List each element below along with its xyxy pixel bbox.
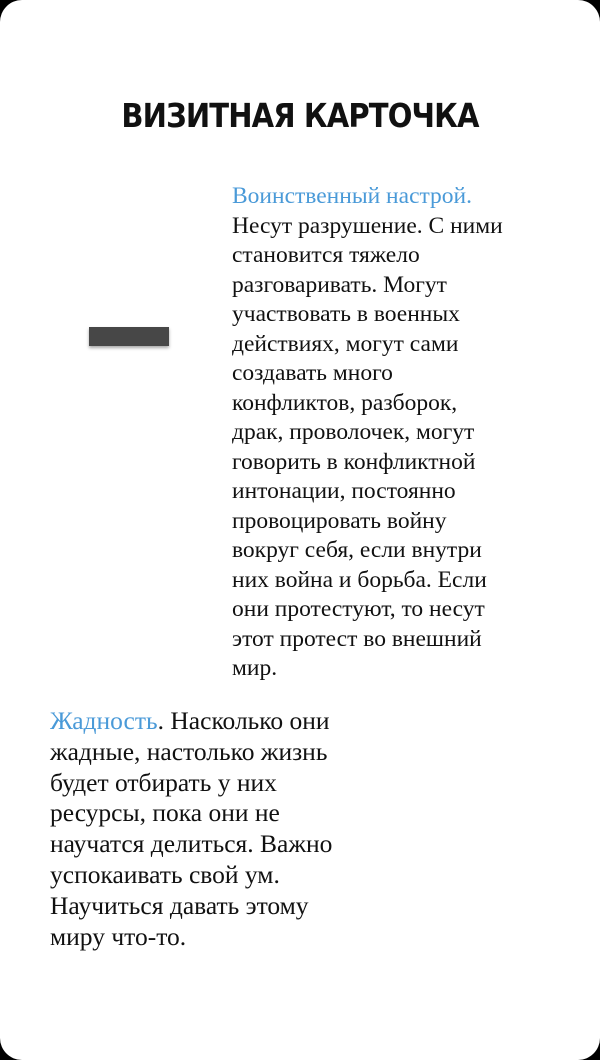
text-line: ресурсы, пока они не (50, 798, 280, 828)
block-heading: Воинственный настрой. (232, 183, 473, 209)
text-line: вокруг себя, если внутри (232, 537, 482, 563)
text-line: создавать много (232, 360, 393, 386)
text-line: становится тяжело (232, 242, 420, 268)
text-block-greed (50, 706, 332, 952)
text-line: жадные, настолько жизнь (50, 736, 328, 766)
text-line: этот протест во внешний (232, 625, 482, 652)
text-line: них война и борьба. Если (232, 566, 487, 593)
text-line: будет отбирать у них (50, 767, 277, 797)
text-line: миру что-то. (50, 921, 187, 951)
text-line: Несут разрушение. С ними (232, 212, 503, 239)
text-line: провоцировать войну (232, 507, 447, 534)
page-title: ВИЗИТНАЯ КАРТОЧКА (121, 96, 479, 135)
text-line: успокаивать свой ум. (50, 859, 280, 889)
text-line: научатся делиться. Важно (50, 829, 333, 859)
text-block-warlike (232, 182, 503, 684)
block-heading: Жадность (50, 706, 158, 735)
text-fragment: . Насколько они (157, 706, 330, 735)
text-line: интонации, постоянно (232, 478, 456, 504)
text-line: говорить в конфликтной (232, 448, 476, 475)
text-line: разговаривать. Могут (232, 271, 447, 298)
text-line: они протестуют, то несут (232, 596, 485, 622)
text-line: конфликтов, разборок, (232, 389, 458, 416)
text-line (50, 706, 332, 737)
text-line: мир. (232, 655, 278, 681)
text-line: участвовать в военных (232, 301, 460, 327)
text-line: действиях, могут сами (232, 330, 459, 357)
text-line: драк, проволочек, могут (232, 419, 475, 445)
dash-decoration (89, 327, 169, 346)
text-line: Научиться давать этому (50, 890, 309, 920)
